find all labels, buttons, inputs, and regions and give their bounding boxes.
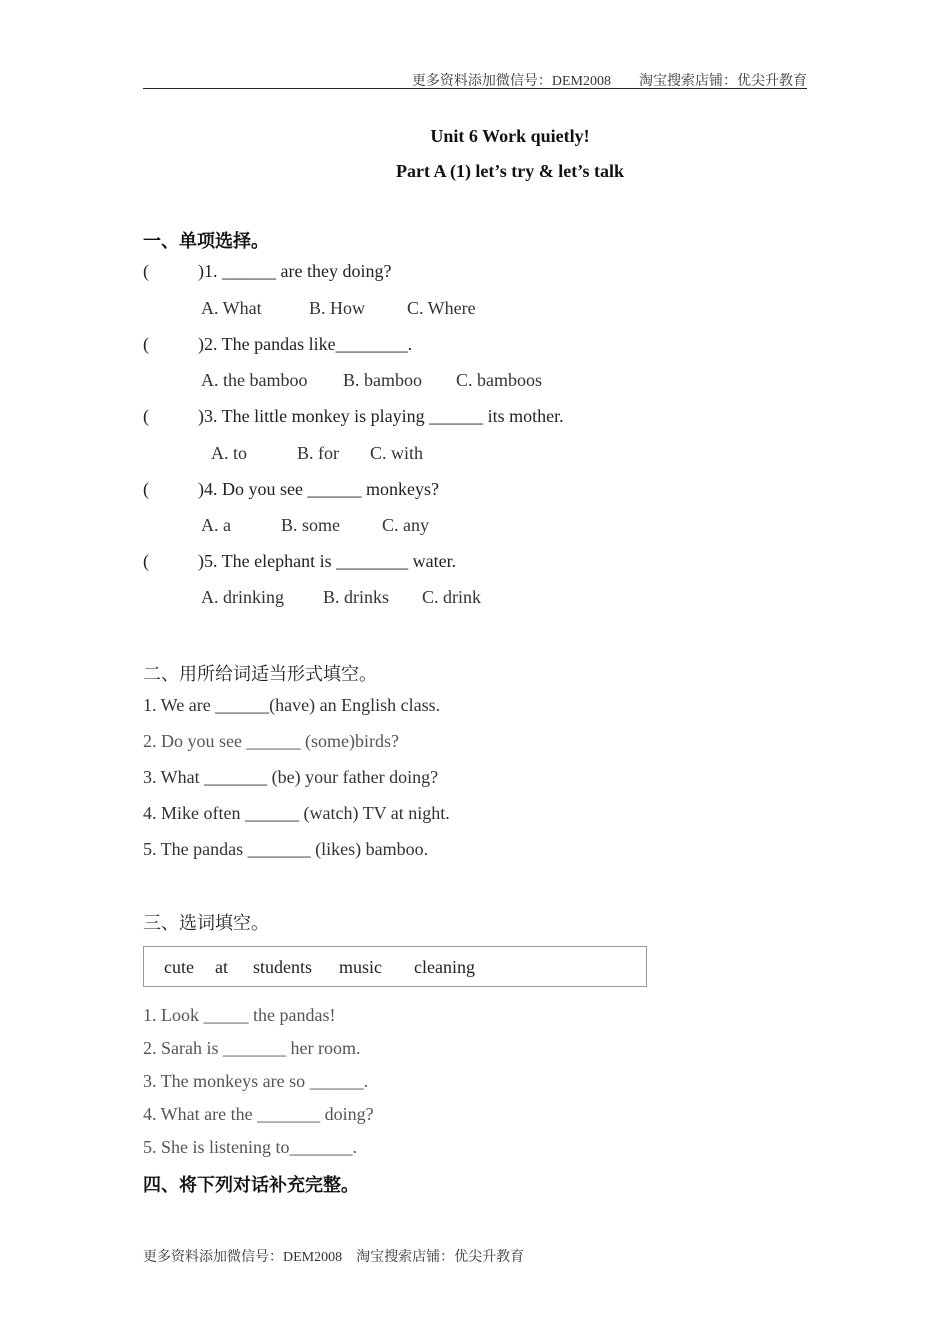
option-c: C. Where (407, 298, 476, 318)
answer-paren: ( (143, 479, 149, 499)
fill-item-2: 2. Do you see ______ (some)birds? (143, 731, 399, 751)
option-b: B. for (297, 443, 339, 463)
question-text: )3. The little monkey is playing ______ its mother. (198, 406, 564, 426)
answer-paren: ( (143, 334, 149, 354)
option-a: A. the bamboo (201, 370, 308, 390)
word-bank-word: cleaning (414, 957, 475, 977)
question-3 (143, 406, 564, 427)
section4-heading: 四、将下列对话补充完整。 (143, 1175, 359, 1195)
question-4 (143, 479, 439, 500)
option-b: B. some (281, 515, 341, 535)
choose-item-5: 5. She is listening to_______. (143, 1137, 358, 1157)
option-b: B. How (309, 298, 366, 318)
fill-item-5: 5. The pandas _______ (likes) bamboo. (143, 839, 429, 859)
option-c: C. drink (422, 587, 482, 607)
option-a: A. What (201, 298, 262, 318)
question-text: )5. The elephant is ________ water. (198, 551, 457, 571)
option-a: A. drinking (201, 587, 284, 607)
option-b: B. drinks (323, 587, 390, 607)
answer-paren: ( (143, 551, 149, 571)
question-1 (143, 261, 391, 282)
page-header: 更多资料添加微信号：DEM2008 淘宝搜索店铺：优尖升教育 (411, 74, 807, 89)
word-bank-word: music (339, 957, 382, 977)
answer-paren: ( (143, 261, 149, 281)
option-a: A. a (201, 515, 231, 535)
question-2 (143, 334, 412, 355)
answer-paren: ( (143, 406, 149, 426)
question-5 (143, 551, 456, 572)
section3-heading: 三、选词填空。 (143, 913, 269, 933)
word-bank-word: students (253, 957, 313, 977)
fill-item-1: 1. We are ______(have) an English class. (143, 695, 441, 715)
word-bank-word: cute (164, 957, 194, 977)
question-text: )1. ______ are they doing? (198, 261, 392, 281)
page-footer: 更多资料添加微信号：DEM2008 淘宝搜索店铺：优尖升教育 (143, 1250, 525, 1265)
option-c: C. bamboos (456, 370, 543, 390)
section1-heading: 一、单项选择。 (143, 231, 269, 251)
header-divider (143, 88, 807, 89)
section2-heading: 二、用所给词适当形式填空。 (143, 664, 377, 684)
choose-item-1: 1. Look _____ the pandas! (143, 1005, 336, 1025)
question-text: )4. Do you see ______ monkeys? (198, 479, 439, 499)
fill-item-4: 4. Mike often ______ (watch) TV at night. (143, 803, 450, 823)
part-title: Part A (1) let’s try & let’s talk (395, 161, 625, 181)
word-bank-word: at (215, 957, 228, 977)
choose-item-2: 2. Sarah is _______ her room. (143, 1038, 361, 1058)
option-b: B. bamboo (343, 370, 422, 390)
choose-item-4: 4. What are the _______ doing? (143, 1104, 374, 1124)
option-c: C. with (370, 443, 424, 463)
option-a: A. to (211, 443, 247, 463)
option-c: C. any (382, 515, 429, 535)
unit-title: Unit 6 Work quietly! (430, 126, 590, 146)
fill-item-3: 3. What _______ (be) your father doing? (143, 767, 439, 787)
choose-item-3: 3. The monkeys are so ______. (143, 1071, 369, 1091)
question-text: )2. The pandas like________. (198, 334, 413, 354)
